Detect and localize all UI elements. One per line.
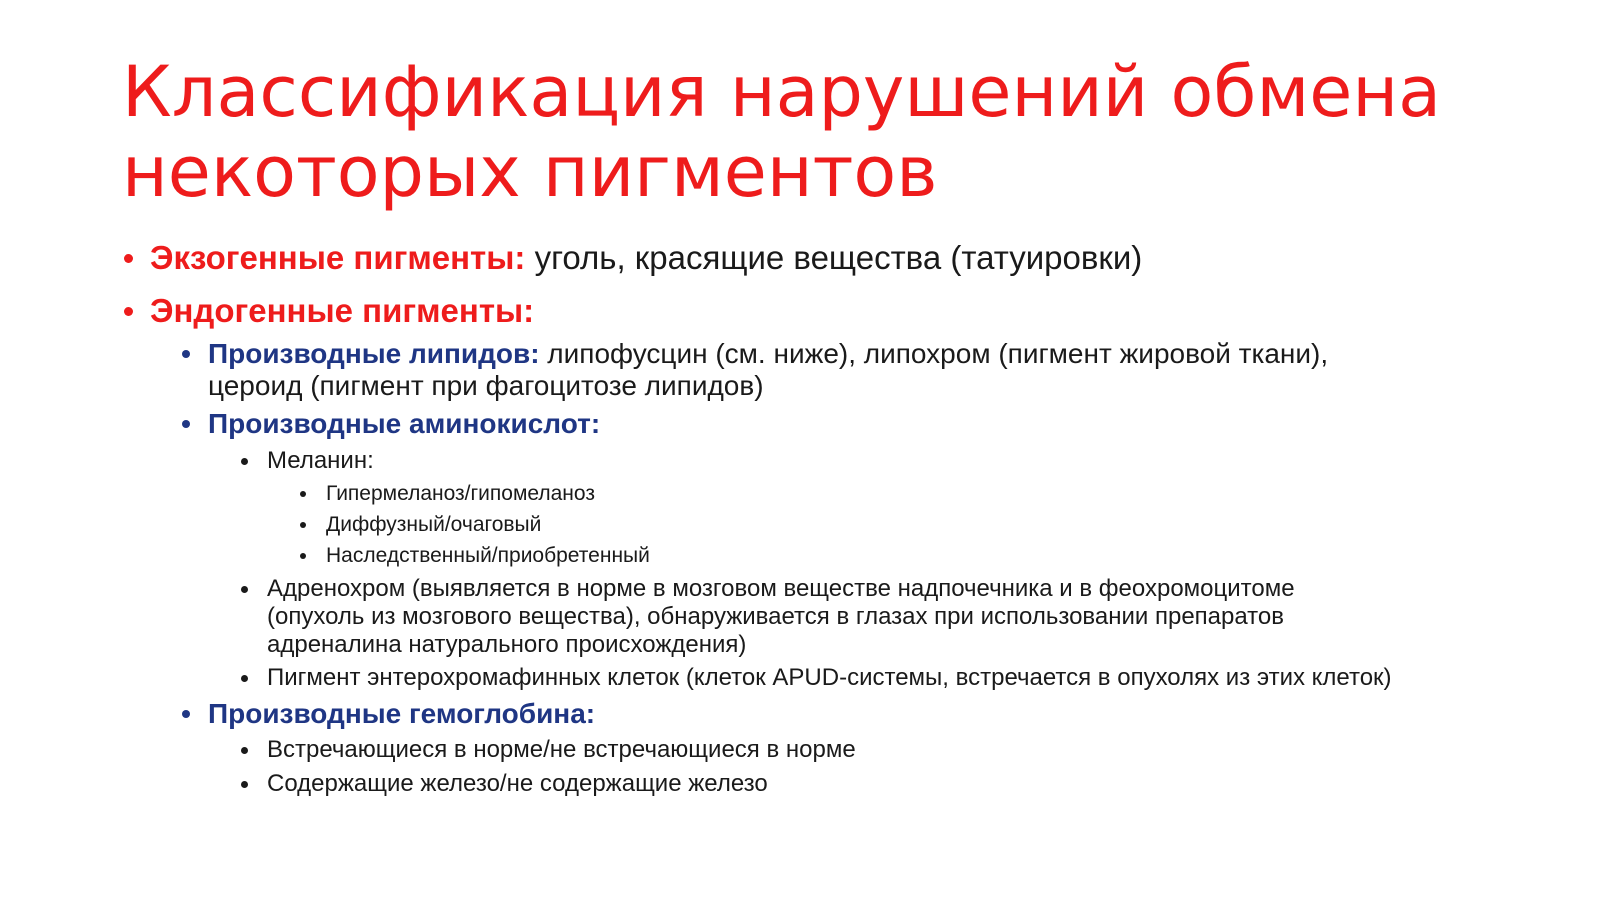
hemoglobin-sub-text: Содержащие железо/не содержащие железо	[267, 770, 768, 797]
bullet-icon	[182, 420, 190, 428]
endogenous-label: Эндогенные пигменты:	[150, 292, 535, 329]
bullet-icon	[124, 254, 133, 263]
list-item-melanin-sub	[326, 543, 1426, 569]
list-item-exogenous	[150, 238, 1550, 278]
list-item-hemoglobin-sub	[267, 736, 1467, 764]
enterochromaffin-text: Пигмент энтерохромафинных клеток (клеток APUD-системы, встречается в опухолях из этих клеток)	[267, 664, 1392, 691]
list-item-melanin-sub	[326, 512, 1426, 538]
melanin-sub-text: Наследственный/приобретенный	[326, 544, 650, 567]
bullet-icon	[241, 781, 248, 788]
bullet-icon	[182, 710, 190, 718]
bullet-icon	[241, 675, 248, 682]
list-item-hemoglobin	[208, 698, 1508, 730]
list-item-melanin-sub	[326, 481, 1426, 507]
list-item-lipids	[208, 338, 1428, 402]
list-item-amino-acids	[208, 408, 1508, 440]
bullet-icon	[241, 458, 248, 465]
bullet-icon	[300, 522, 306, 528]
exogenous-text: уголь, красящие вещества (татуировки)	[525, 239, 1143, 276]
bullet-icon	[241, 747, 248, 754]
lipids-text: липофусцин (см. ниже), липохром (пигмент жировой ткани), цероид (пигмент при фагоцитозе липидов)	[208, 338, 1329, 401]
melanin-sub-text: Диффузный/очаговый	[326, 513, 542, 536]
exogenous-label: Экзогенные пигменты:	[150, 239, 526, 276]
bullet-icon	[300, 553, 306, 559]
list-item-melanin	[267, 447, 1467, 475]
list-item-adrenochrome	[267, 575, 1387, 659]
adrenochrome-text: Адренохром (выявляется в норме в мозговом веществе надпочечника и в феохромоцитоме (опухоль из мозгового вещества), обнаруживается в глазах при использовании препаратов адреналина натурального происхождения)	[267, 575, 1295, 658]
list-item-hemoglobin-sub	[267, 770, 1467, 798]
list-item-endogenous	[150, 291, 1550, 331]
hemoglobin-sub-text: Встречающиеся в норме/не встречающиеся в норме	[267, 736, 856, 763]
hemoglobin-label: Производные гемоглобина:	[208, 698, 596, 729]
lipids-label: Производные липидов:	[208, 338, 540, 369]
bullet-icon	[182, 350, 190, 358]
slide-title: Классификация нарушений обмена некоторых пигментов	[122, 51, 1441, 213]
amino-acids-label: Производные аминокислот:	[208, 408, 601, 439]
bullet-icon	[241, 586, 248, 593]
melanin-label: Меланин:	[267, 447, 374, 474]
bullet-icon	[124, 307, 133, 316]
melanin-sub-text: Гипермеланоз/гипомеланоз	[326, 482, 595, 505]
list-item-enterochromaffin	[267, 664, 1577, 692]
bullet-icon	[300, 491, 306, 497]
